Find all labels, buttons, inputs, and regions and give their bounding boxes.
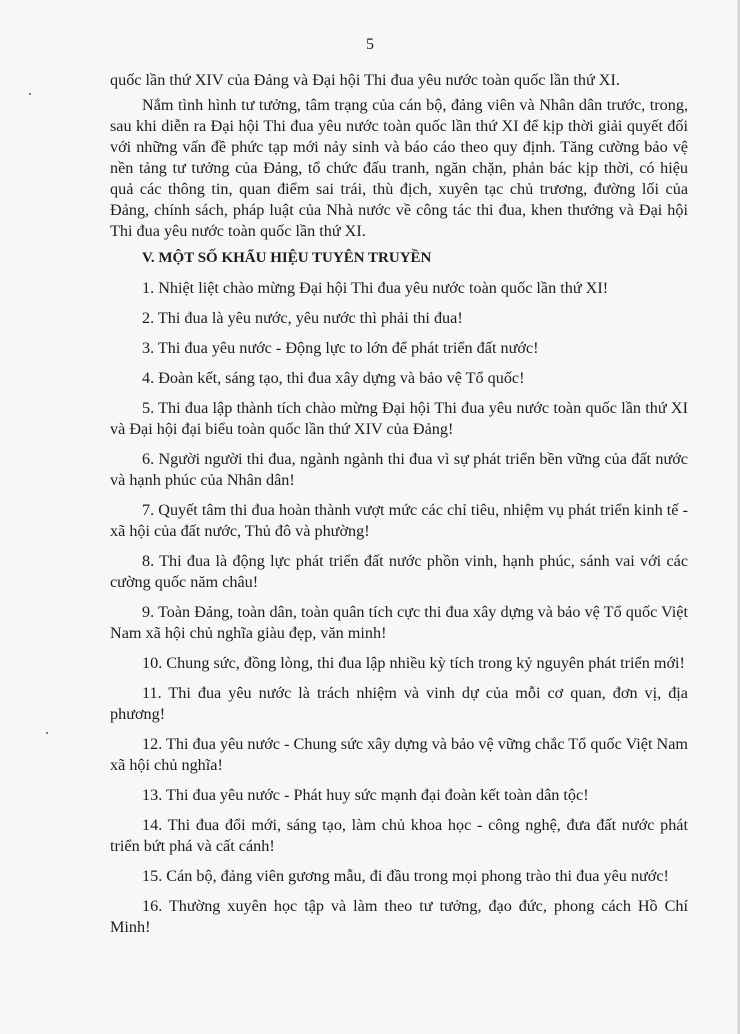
document-body xyxy=(110,70,688,938)
intro-paragraph: Nắm tình hình tư tưởng, tâm trạng của cán bộ, đảng viên và Nhân dân trước, trong, sau khi diễn ra Đại hội Thi đua yêu nước toàn quốc lần thứ XI để kịp thời giải quyết đối với những vấn đề phức tạp mới nảy sinh và báo cáo theo quy định. Tăng cường bảo vệ nền tảng tư tưởng của Đảng, tổ chức đấu tranh, ngăn chặn, phản bác kịp thời, có hiệu quả các thông tin, quan điểm sai trái, thù địch, xuyên tạc chủ trương, đường lối của Đảng, chính sách, pháp luật của Nhà nước về công tác thi đua, khen thưởng và Đại hội Thi đua yêu nước toàn quốc lần thứ XI. xyxy=(110,96,688,240)
slogan-item: 16. Thường xuyên học tập và làm theo tư tưởng, đạo đức, phong cách Hồ Chí Minh! xyxy=(110,897,688,936)
slogan-item: 9. Toàn Đảng, toàn dân, toàn quân tích cực thi đua xây dựng và bảo vệ Tổ quốc Việt Nam xã hội chủ nghĩa giàu đẹp, văn minh! xyxy=(110,603,688,642)
scan-speck xyxy=(46,732,48,734)
slogan-item: 6. Người người thi đua, ngành ngành thi đua vì sự phát triển bền vững của đất nước và hạnh phúc của Nhân dân! xyxy=(110,450,688,489)
slogan-item: 15. Cán bộ, đảng viên gương mẫu, đi đầu trong mọi phong trào thi đua yêu nước! xyxy=(142,867,669,885)
slogan-item: 12. Thi đua yêu nước - Chung sức xây dựng và bảo vệ vững chắc Tổ quốc Việt Nam xã hội chủ nghĩa! xyxy=(110,735,688,774)
slogan-item: 8. Thi đua là động lực phát triển đất nước phồn vinh, hạnh phúc, sánh vai với các cường quốc năm châu! xyxy=(110,552,688,591)
scan-speck xyxy=(29,93,31,95)
slogan-item: 4. Đoàn kết, sáng tạo, thi đua xây dựng và bảo vệ Tổ quốc! xyxy=(142,369,525,387)
slogan-item: 7. Quyết tâm thi đua hoàn thành vượt mức các chỉ tiêu, nhiệm vụ phát triển kinh tế - xã hội của đất nước, Thủ đô và phường! xyxy=(110,501,688,540)
slogan-item: 5. Thi đua lập thành tích chào mừng Đại hội Thi đua yêu nước toàn quốc lần thứ XI và Đại hội đại biểu toàn quốc lần thứ XIV của Đảng! xyxy=(110,399,688,438)
slogan-item: 3. Thi đua yêu nước - Động lực to lớn để phát triển đất nước! xyxy=(142,339,539,357)
slogan-item: 14. Thi đua đổi mới, sáng tạo, làm chủ khoa học - công nghệ, đưa đất nước phát triển bứt phá và cất cánh! xyxy=(110,816,688,855)
slogan-item: 2. Thi đua là yêu nước, yêu nước thì phải thi đua! xyxy=(142,309,463,327)
page-number: 5 xyxy=(366,36,374,53)
slogan-item: 1. Nhiệt liệt chào mừng Đại hội Thi đua yêu nước toàn quốc lần thứ XI! xyxy=(142,279,609,297)
slogan-item: 10. Chung sức, đồng lòng, thi đua lập nhiều kỳ tích trong kỷ nguyên phát triển mới! xyxy=(142,654,685,672)
slogan-item: 11. Thi đua yêu nước là trách nhiệm và vinh dự của mỗi cơ quan, đơn vị, địa phương! xyxy=(110,684,688,723)
intro-continuation: quốc lần thứ XIV của Đảng và Đại hội Thi đua yêu nước toàn quốc lần thứ XI. xyxy=(110,71,620,89)
section-heading: V. MỘT SỐ KHẨU HIỆU TUYÊN TRUYỀN xyxy=(142,250,432,266)
slogan-item: 13. Thi đua yêu nước - Phát huy sức mạnh đại đoàn kết toàn dân tộc! xyxy=(142,786,589,804)
